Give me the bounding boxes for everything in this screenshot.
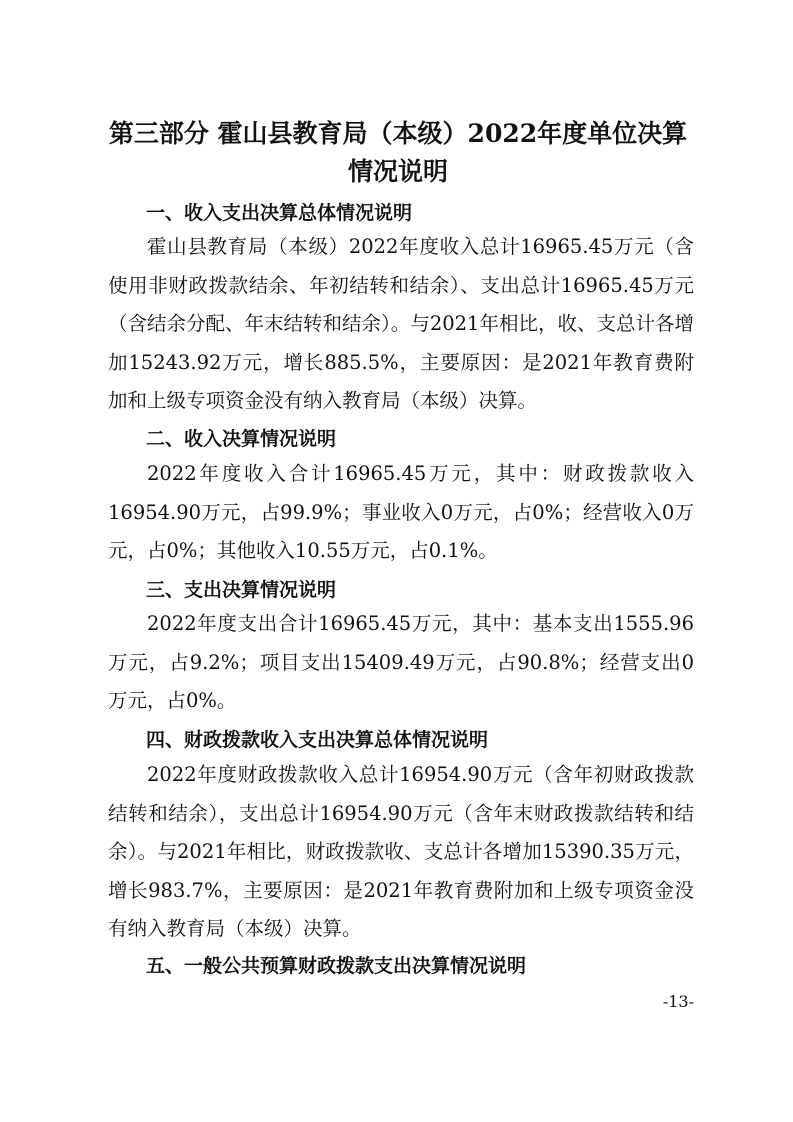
section-body-2: 2022年度收入合计16965.45万元，其中：财政拨款收入16954.90万元，占99.9%；事业收入0万元，占0%；经营收入0万元，占0%；其他收入10.55万元，占0.1%。 [108,462,694,562]
section-heading-1: 一、收入支出决算总体情况说明 [146,202,413,224]
section-heading-5: 五、一般公共预算财政拨款支出决算情况说明 [146,955,527,977]
page-number: -13- [662,992,694,1011]
section-body-3: 2022年度支出合计16965.45万元，其中：基本支出1555.96万元，占9.2%；项目支出15409.49万元，占90.8%；经营支出0万元，占0%。 [108,612,694,712]
page-title-continued: 情况说明 [347,157,448,186]
section-heading-2: 二、收入决算情况说明 [146,428,337,450]
section-body-4: 2022年度财政拨款收入总计16954.90万元（含年初财政拨款结转和结余），支出总计16954.90万元（含年末财政拨款结转和结余）。与2021年相比，财政拨款收、支总计各增加15390.35万元，增长983.7%，主要原因：是2021年教育费附加和上级专项资金没有纳入教育局（本级）决算。 [108,763,694,940]
section-heading-4: 四、财政拨款收入支出决算总体情况说明 [146,729,489,751]
section-body-1: 霍山县教育局（本级）2022年度收入总计16965.45万元（含使用非财政拨款结余、年初结转和结余）、支出总计16965.45万元（含结余分配、年末结转和结余）。与2021年相比，收、支总计各增加15243.92万元，增长885.5%，主要原因：是2021年教育费附加和上级专项资金没有纳入教育局（本级）决算。 [108,235,694,412]
page-title: 第三部分 霍山县教育局（本级）2022年度单位决算 [108,119,688,148]
section-heading-3: 三、支出决算情况说明 [146,579,337,601]
